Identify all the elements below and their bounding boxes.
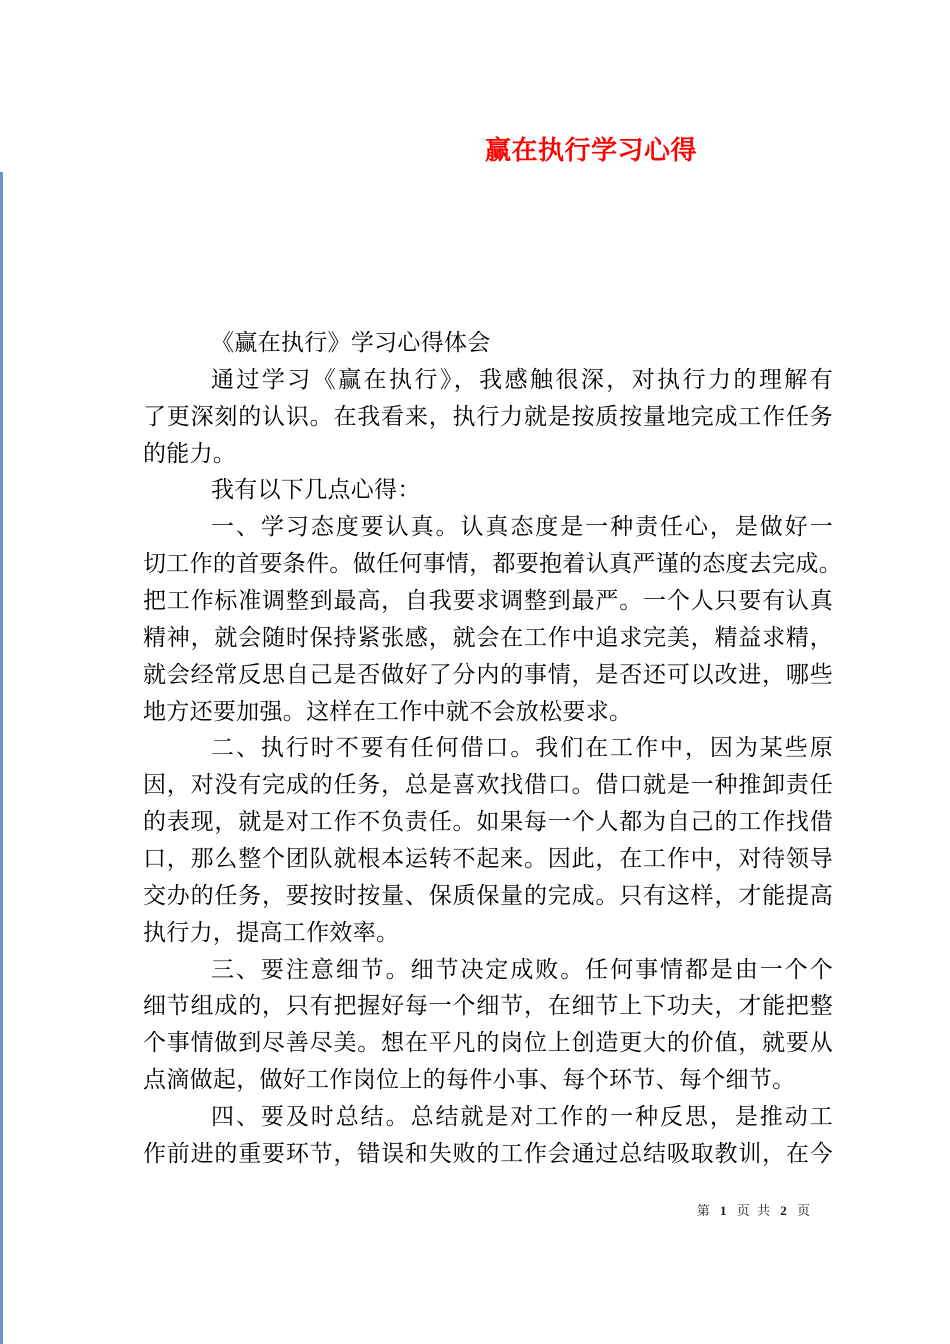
left-margin-stripe	[0, 172, 3, 1344]
text-line: 口，那么整个团队就根本运转不起来。因此，在工作中，对待领导	[143, 846, 833, 872]
document-body	[143, 325, 842, 1173]
footer-total-pages: 2	[780, 1203, 788, 1218]
text-line: 的表现，就是对工作不负责任。如果每一个人都为自己的工作找借	[143, 809, 833, 835]
text-line: 作前进的重要环节，错误和失败的工作会通过总结吸取教训，在今	[143, 1140, 833, 1166]
text-line: 个事情做到尽善尽美。想在平凡的岗位上创造更大的价值，就要从	[143, 1030, 833, 1056]
page-number-footer	[696, 1200, 812, 1219]
text-line: 因，对没有完成的任务，总是喜欢找借口。借口就是一种推卸责任	[143, 772, 833, 798]
text-line: 一、学习态度要认真。认真态度是一种责任心，是做好一	[211, 514, 833, 540]
footer-page-label: 页	[736, 1203, 751, 1218]
text-line: 通过学习《赢在执行》，我感触很深，对执行力的理解有	[211, 366, 833, 392]
footer-pages-label: 页	[796, 1203, 811, 1218]
text-line: 细节组成的，只有把握好每一个细节，在细节上下功夫，才能把整	[143, 993, 833, 1019]
document-title: 赢在执行学习心得	[484, 136, 698, 165]
text-line: 交办的任务，要按时按量、保质保量的完成。只有这样，才能提高	[143, 882, 833, 908]
text-line: 了更深刻的认识。在我看来，执行力就是按质按量地完成工作任务	[143, 403, 833, 429]
text-line: 执行力，提高工作效率。	[143, 919, 400, 945]
text-line: 精神，就会随时保持紧张感，就会在工作中追求完美，精益求精，	[143, 624, 833, 650]
text-line: 把工作标准调整到最高，自我要求调整到最严。一个人只要有认真	[143, 588, 833, 614]
text-line: 的能力。	[143, 440, 237, 466]
text-line: 地方还要加强。这样在工作中就不会放松要求。	[143, 698, 633, 724]
text-line: 我有以下几点心得：	[211, 477, 421, 503]
text-line: 《赢在执行》学习心得体会	[211, 330, 491, 355]
text-line: 四、要及时总结。总结就是对工作的一种反思，是推动工	[211, 1104, 833, 1130]
footer-prefix: 第	[696, 1203, 711, 1218]
footer-of-label: 共	[756, 1203, 771, 1218]
text-line: 就会经常反思自己是否做好了分内的事情，是否还可以改进，哪些	[143, 661, 833, 687]
text-line: 切工作的首要条件。做任何事情，都要抱着认真严谨的态度去完成。	[143, 551, 842, 577]
text-line: 二、执行时不要有任何借口。我们在工作中，因为某些原	[211, 735, 833, 761]
text-line: 点滴做起，做好工作岗位上的每件小事、每个环节、每个细节。	[143, 1067, 796, 1093]
text-line: 三、要注意细节。细节决定成败。任何事情都是由一个个	[211, 956, 833, 982]
footer-current-page: 1	[719, 1203, 728, 1218]
